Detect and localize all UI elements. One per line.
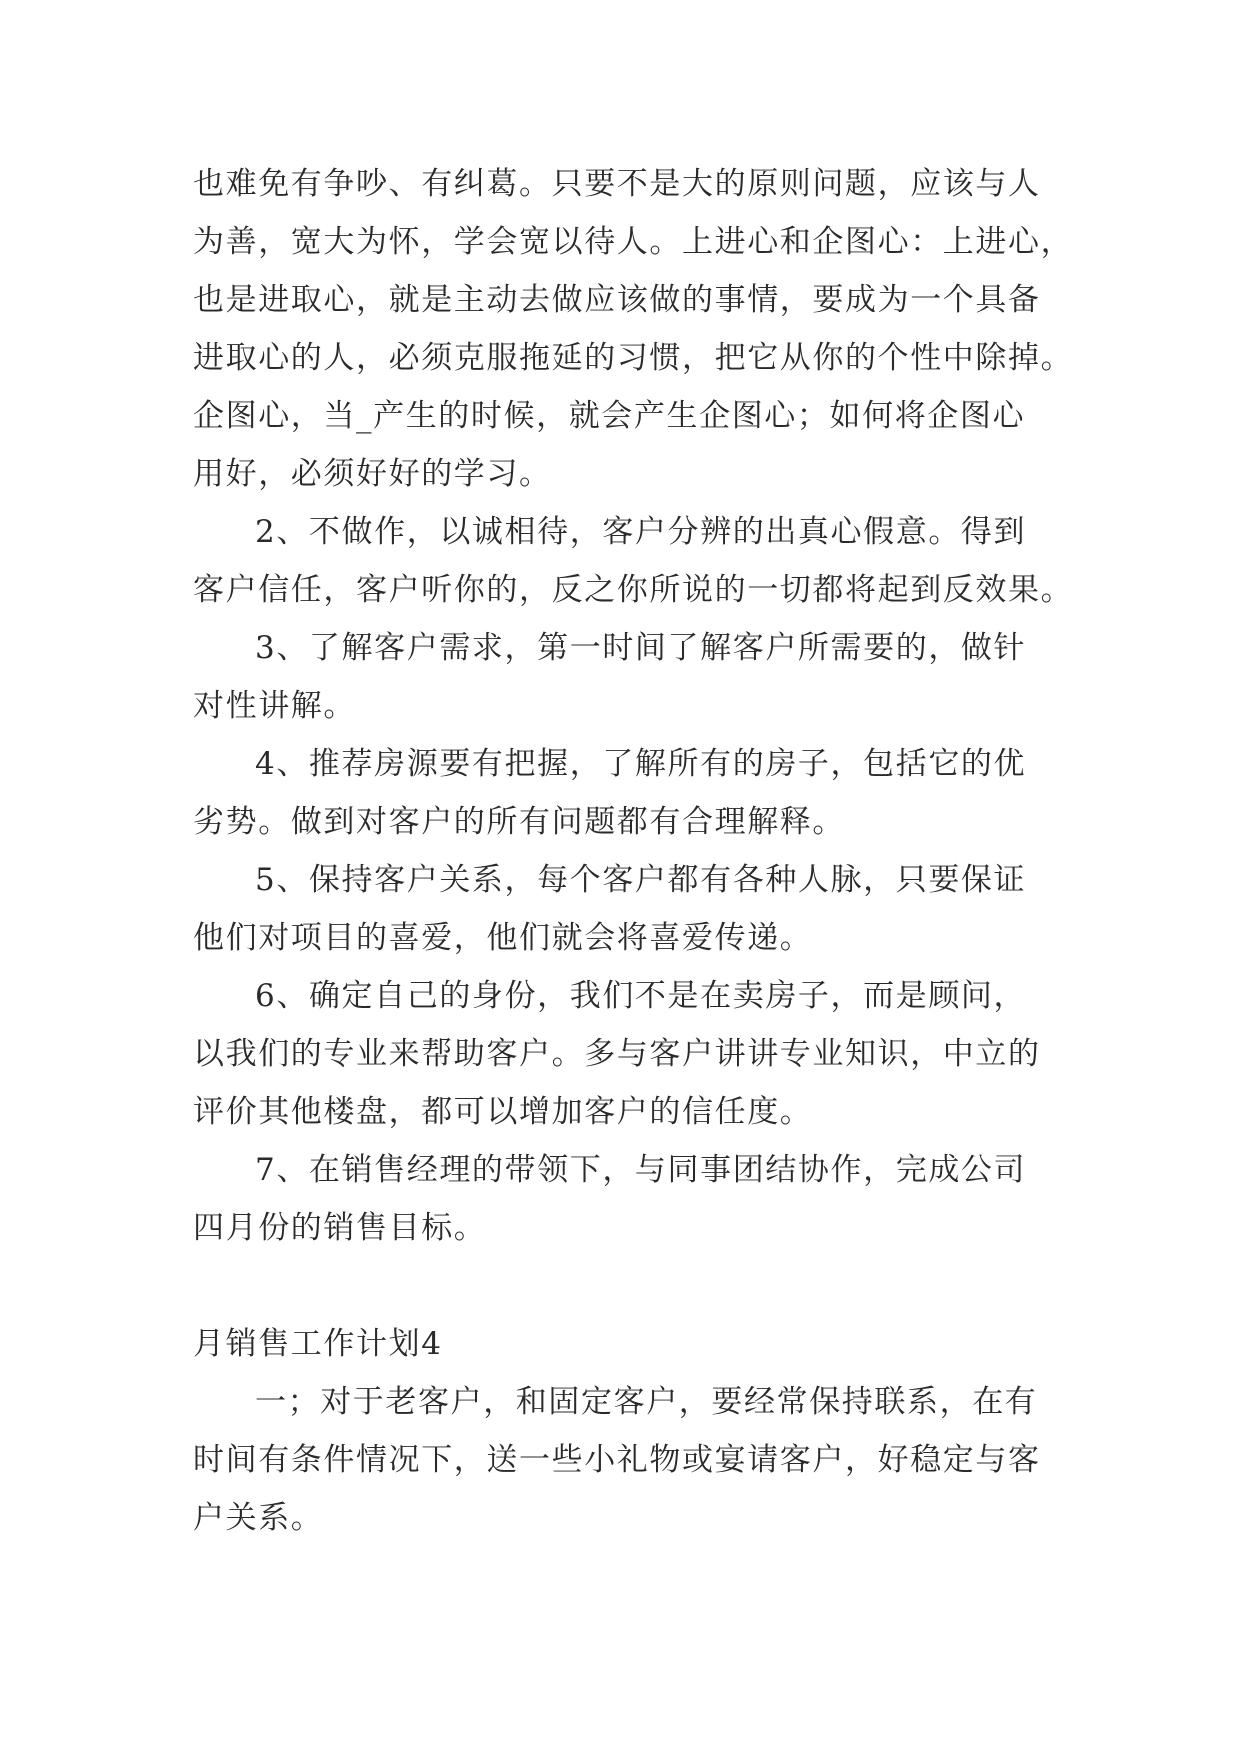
text-line: 3、了解客户需求，第一时间了解客户所需要的，做针 bbox=[255, 630, 1027, 666]
paragraph-gap bbox=[193, 1257, 1093, 1315]
text-line: 7、在销售经理的带领下，与同事团结协作，完成公司 bbox=[255, 1152, 1027, 1188]
paragraph-section-item-1 bbox=[193, 1373, 1093, 1547]
text-line: 对性讲解。 bbox=[193, 688, 356, 724]
text-line: 也难免有争吵、有纠葛。只要不是大的原则问题，应该与人 bbox=[193, 166, 1041, 202]
text-line: 时间有条件情况下，送一些小礼物或宴请客户，好稳定与客 bbox=[193, 1442, 1041, 1478]
text-line: 也是进取心，就是主动去做应该做的事情，要成为一个具备 bbox=[193, 282, 1041, 318]
text-line: 一；对于老客户，和固定客户，要经常保持联系，在有 bbox=[255, 1384, 1038, 1420]
paragraph-item-5 bbox=[193, 851, 1093, 967]
text-line: 以我们的专业来帮助客户。多与客户讲讲专业知识，中立的 bbox=[193, 1036, 1041, 1072]
paragraph-item-3 bbox=[193, 619, 1093, 735]
text-line: 6、确定自己的身份，我们不是在卖房子，而是顾问， bbox=[255, 978, 1027, 1014]
text-line: 用好，必须好好的学习。 bbox=[193, 456, 552, 492]
text-line: 劣势。做到对客户的所有问题都有合理解释。 bbox=[193, 804, 845, 840]
text-line: 客户信任，客户听你的，反之你所说的一切都将起到反效果。 bbox=[193, 572, 1074, 608]
text-line: 四月份的销售目标。 bbox=[193, 1210, 487, 1246]
text-line: 为善，宽大为怀，学会宽以待人。上进心和企图心：上进心， bbox=[193, 224, 1074, 260]
text-line: 2、不做作，以诚相待，客户分辨的出真心假意。得到 bbox=[255, 514, 1027, 550]
paragraph-intro bbox=[193, 155, 1093, 503]
text-line: 4、推荐房源要有把握，了解所有的房子，包括它的优 bbox=[255, 746, 1027, 782]
paragraph-item-2 bbox=[193, 503, 1093, 619]
paragraph-item-6 bbox=[193, 967, 1093, 1141]
text-line: 进取心的人，必须克服拖延的习惯，把它从你的个性中除掉。 bbox=[193, 340, 1074, 376]
text-line: 评价其他楼盘，都可以增加客户的信任度。 bbox=[193, 1094, 813, 1130]
text-line: 户关系。 bbox=[193, 1500, 324, 1536]
text-line: 企图心，当_产生的时候，就会产生企图心；如何将企图心 bbox=[193, 398, 1026, 434]
text-line: 他们对项目的喜爱，他们就会将喜爱传递。 bbox=[193, 920, 813, 956]
section-title: 月销售工作计划4 bbox=[193, 1326, 443, 1362]
paragraph-item-4 bbox=[193, 735, 1093, 851]
paragraph-item-7 bbox=[193, 1141, 1093, 1257]
document-body bbox=[193, 155, 1093, 1547]
text-line: 5、保持客户关系，每个客户都有各种人脉，只要保证 bbox=[255, 862, 1027, 898]
